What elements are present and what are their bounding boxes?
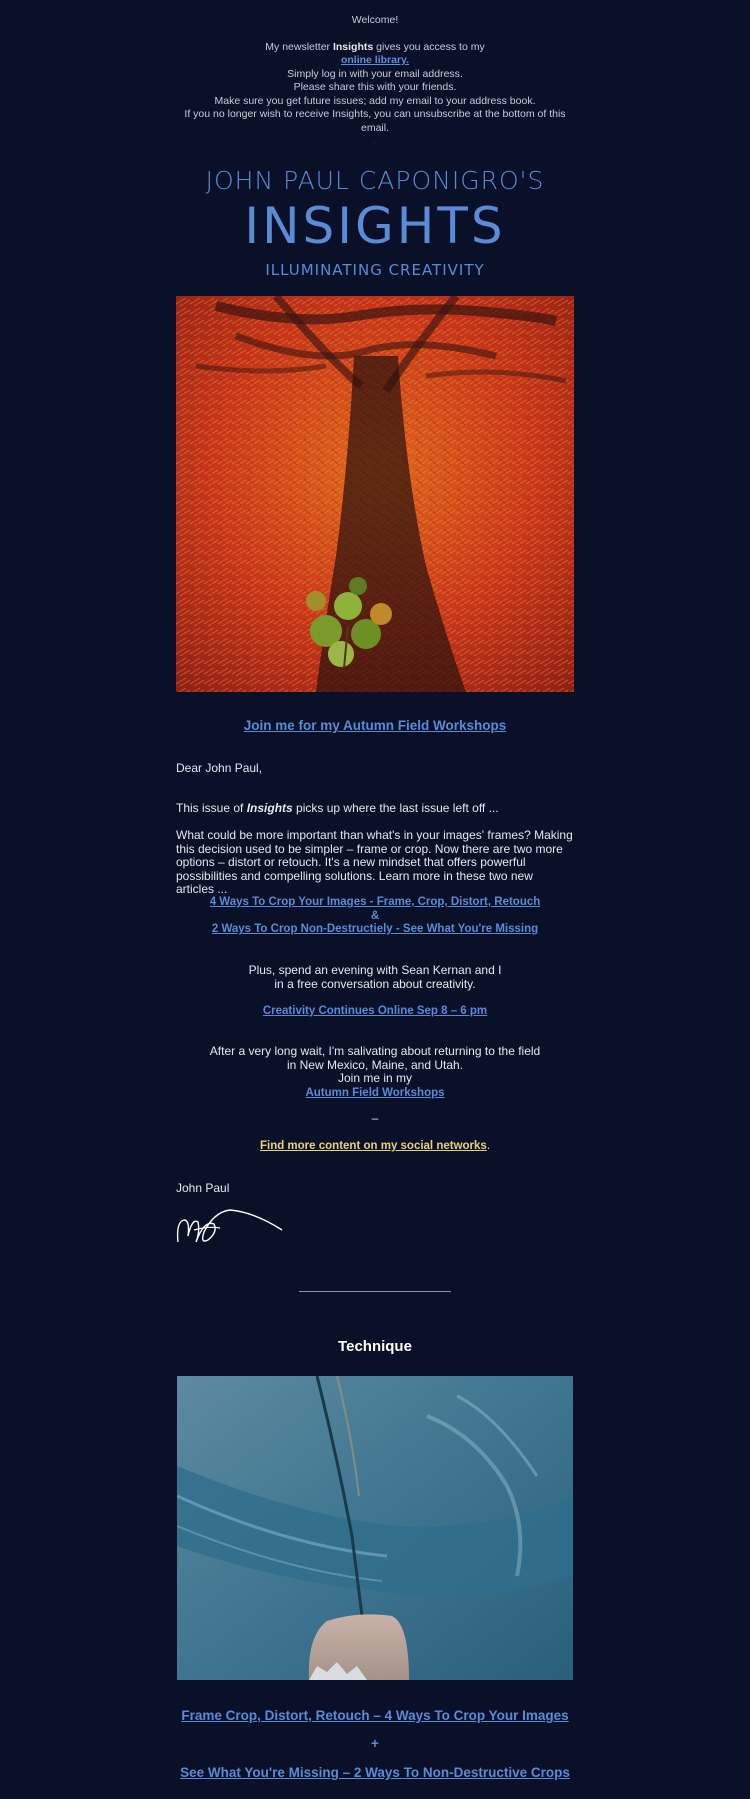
online-library-link[interactable]: online library.: [340, 54, 410, 66]
login-text: Simply log in with your email address.: [287, 67, 463, 80]
welcome-text: Welcome!: [351, 14, 399, 26]
field-line-3: Join me in my: [337, 1071, 413, 1085]
plus-line-1: Plus, spend an evening with Sean Kernan and I: [248, 963, 502, 977]
article-links: [176, 896, 574, 937]
creativity-continues-link[interactable]: Creativity Continues Online Sep 8 – 6 pm: [262, 1005, 488, 1017]
preheader: [176, 14, 574, 135]
issue-intro-pre: This issue of: [176, 801, 247, 815]
access-text: [176, 41, 574, 55]
creativity-link-wrap: [176, 1005, 574, 1017]
dash-separator: –: [371, 1111, 379, 1125]
field-workshops-link[interactable]: Autumn Field Workshops: [305, 1086, 445, 1099]
unsubscribe-text: If you no longer wish to receive Insights, you can unsubscribe at the bottom of this email.: [184, 108, 566, 134]
social-networks-link[interactable]: Find more content on my social networks: [259, 1140, 487, 1152]
article-4-ways-link[interactable]: 4 Ways To Crop Your Images - Frame, Crop, Distort, Retouch: [209, 896, 541, 908]
access-text-pre: My newsletter: [265, 40, 333, 53]
tree-shadow-photo-icon: [176, 296, 574, 692]
article-2-ways-link[interactable]: 2 Ways To Crop Non-Destructiely - See What You're Missing: [211, 923, 539, 935]
field-line-2: in New Mexico, Maine, and Utah.: [286, 1057, 464, 1072]
signature-icon: [174, 1202, 284, 1250]
issue-intro-text: [176, 802, 574, 816]
issue-brand-text: Insights: [246, 801, 293, 815]
address-book-text: Make sure you get future issues; add my email to your address book.: [214, 94, 536, 107]
technique-plus: +: [371, 1736, 379, 1751]
ampersand-text: &: [370, 909, 380, 922]
masthead-name: JOHN PAUL CAPONIGRO'S: [205, 166, 545, 195]
technique-link-2-wrap: [176, 1765, 574, 1780]
masthead-title: INSIGHTS: [244, 197, 506, 255]
articles-intro-paragraph: What could be more important than what's in your images' frames? Making this decision used to be simpler – frame or crop. Now there are two more options – distort or retouch. It's a new mindset that offers powerful possibilities and compelling solutions. Learn more in these two new articles ...: [176, 828, 573, 896]
masthead-tagline: ILLUMINATING CREATIVITY: [265, 261, 485, 279]
separator-dot: .: [373, 136, 377, 145]
access-text-post: gives you access to my: [373, 40, 485, 53]
salutation-text: Dear John Paul,: [176, 761, 263, 775]
issue-intro-post: picks up where the last issue left off ...: [292, 801, 499, 815]
social-period: .: [486, 1140, 491, 1152]
autumn-workshops-link[interactable]: Join me for my Autumn Field Workshops: [243, 718, 507, 733]
social-networks-line: [176, 1140, 574, 1152]
technique-heading: Technique: [338, 1338, 412, 1355]
signoff-name: John Paul: [176, 1181, 230, 1195]
field-line-1: After a very long wait, I'm salivating about returning to the field: [209, 1044, 541, 1058]
ice-arch-photo-icon: [177, 1376, 573, 1680]
masthead-logo: [176, 166, 574, 280]
plus-line-2: in a free conversation about creativity.: [274, 976, 476, 991]
field-workshops-text: [176, 1045, 574, 1100]
frame-crop-article-link[interactable]: Frame Crop, Distort, Retouch – 4 Ways To Crop Your Images: [181, 1708, 569, 1723]
sean-kernan-text: [176, 964, 574, 991]
see-what-missing-article-link[interactable]: See What You're Missing – 2 Ways To Non-Destructive Crops: [180, 1765, 570, 1780]
insights-brand-text: Insights: [332, 40, 374, 53]
share-text: Please share this with your friends.: [293, 81, 457, 93]
technique-link-1-wrap: [176, 1708, 574, 1723]
technique-ice-image[interactable]: [177, 1376, 573, 1680]
hero-tree-shadow-image[interactable]: [176, 296, 574, 692]
section-divider: [299, 1291, 451, 1292]
workshops-link-wrap: [176, 718, 574, 733]
